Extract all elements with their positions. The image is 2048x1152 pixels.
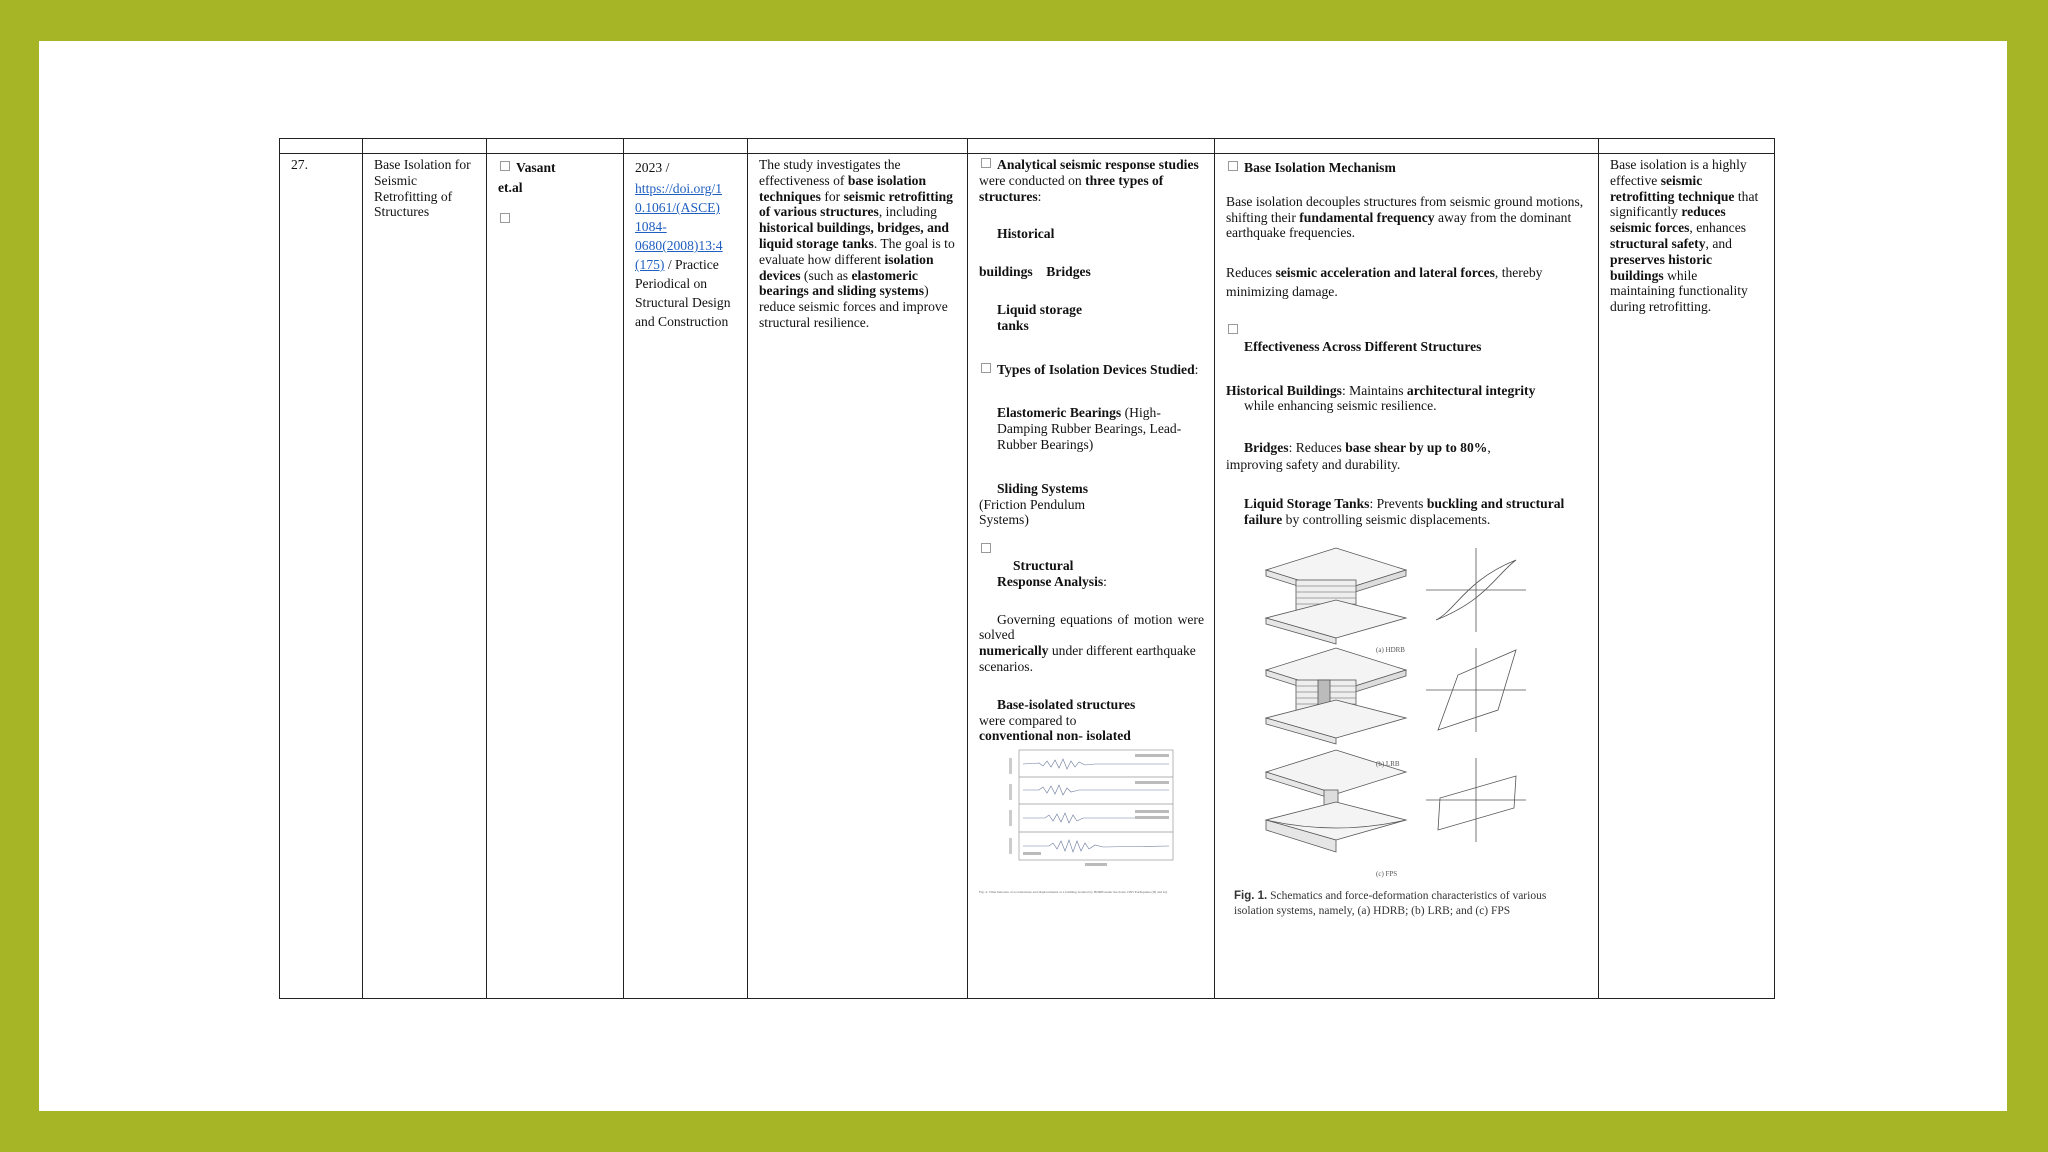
header-cell	[1215, 139, 1599, 154]
author-cell	[487, 154, 624, 999]
title-cell	[363, 154, 487, 999]
bullet-box-icon	[981, 158, 991, 168]
conclusion-cell: Base isolation is a highly effective seismic retrofitting technique that significantly reduces seismic forces, enhances structural safety, and preserves historic buildings while maintaining functionality during retrofitting.	[1599, 154, 1775, 999]
time-history-figure	[979, 746, 1204, 894]
year: 2023 /	[635, 160, 670, 175]
journal-name: / Practice Periodical on Structural Design and Construction	[635, 257, 731, 329]
bullet-box-icon	[981, 363, 991, 373]
hdrb-label: (a) HDRB	[1376, 645, 1405, 654]
summary-cell: The study investigates the effectiveness of base isolation techniques for seismic retrofitting of various structures, including historical buildings, bridges, and liquid storage tanks. The goal is to evaluate how different isolation devices (such as elastomeric bearings and sliding systems) reduce seismic forces and improve structural resilience.	[748, 154, 968, 999]
bullet-box-icon	[1228, 324, 1238, 334]
figure-caption: Fig. 1. Schematics and force-deformation characteristics of various isolation systems, namely, (a) HDRB; (b) LRB; and (c) FPS	[1234, 889, 1547, 917]
bullet-box-icon	[1228, 161, 1238, 171]
isolation-systems-figure	[1226, 540, 1588, 919]
header-cell	[1599, 139, 1775, 154]
header-cell	[624, 139, 748, 154]
header-row	[280, 139, 1775, 154]
header-cell	[968, 139, 1215, 154]
findings-cell: Base Isolation Mechanism Base isolation decouples structures from seismic ground motions, shifting their fundamental frequency away from the dominant earthquake frequencies. Reduces seismic acceleration and lateral forces, thereby minimizing damage. Effectiveness Across Different Structures Historical Buildings: Maintains architectural integrity while enhancing seismic resilience. Bridges: Reduces base shear by up to 80%, improving safety and durability. Liquid Storage Tanks: Prevents buckling and structural failure by controlling seismic displacements. (a) HDRB (b) LRB (c) FPS Fig. 1. Schematics and force-deformation characteristics of various isolation systems, namely, (a) HDRB; (b) LRB; and (c) FPS	[1215, 154, 1599, 999]
header-cell	[280, 139, 363, 154]
fps-label: (c) FPS	[1376, 869, 1398, 878]
time-history-plot	[979, 746, 1205, 886]
doi-link[interactable]: https://doi.org/1 0.1061/(ASCE) 1084- 0680(2008)13:4 (175)	[635, 181, 723, 272]
row-number: 27.	[291, 157, 308, 172]
author-name: Vasant	[516, 160, 556, 175]
author-suffix: et.al	[498, 179, 523, 195]
header-cell	[363, 139, 487, 154]
method-historical: Historical	[997, 226, 1055, 242]
bullet-box-icon	[500, 213, 510, 223]
table-row	[280, 154, 1775, 999]
header-cell	[748, 139, 968, 154]
literature-review-table	[279, 138, 1775, 999]
row-number-cell	[280, 154, 363, 999]
methodology-cell: Analytical seismic response studies were conducted on three types of structures: Historical buildings Bridges Liquid storage tanks Types of Isolation Devices Studied: Elastomeric Bearings (High-Damping Rubber Bearings, Lead-Rubber Bearings) Sliding Systems (Friction Pendulum Systems) Structural Response Analysis: Governing equations of motion were solved numerically under different earthquake scenarios. Base-isolated structures were compared to conventional non- isolated Fig. 4. Time histories of accelerations and displacements at a building isolated by HDRB under the Kobe 1995 Earthquake (Dj and Ω)	[968, 154, 1215, 999]
header-cell	[487, 139, 624, 154]
lrb-label: (b) LRB	[1376, 759, 1400, 768]
paper-title: Base Isolation for Seismic Retrofitting of Structures	[374, 157, 471, 220]
method-liquid: Liquid storage tanks	[997, 301, 1082, 333]
slide-canvas	[39, 41, 2007, 1111]
isolation-systems-diagram	[1226, 540, 1546, 885]
time-history-caption: Fig. 4. Time histories of accelerations and displacements at a building isolated by HDRB under the Kobe 1995 Earthquake (Dj and Ω)	[979, 890, 1167, 895]
publication-cell	[624, 154, 748, 999]
bullet-box-icon	[981, 543, 991, 553]
bullet-box-icon	[500, 161, 510, 171]
